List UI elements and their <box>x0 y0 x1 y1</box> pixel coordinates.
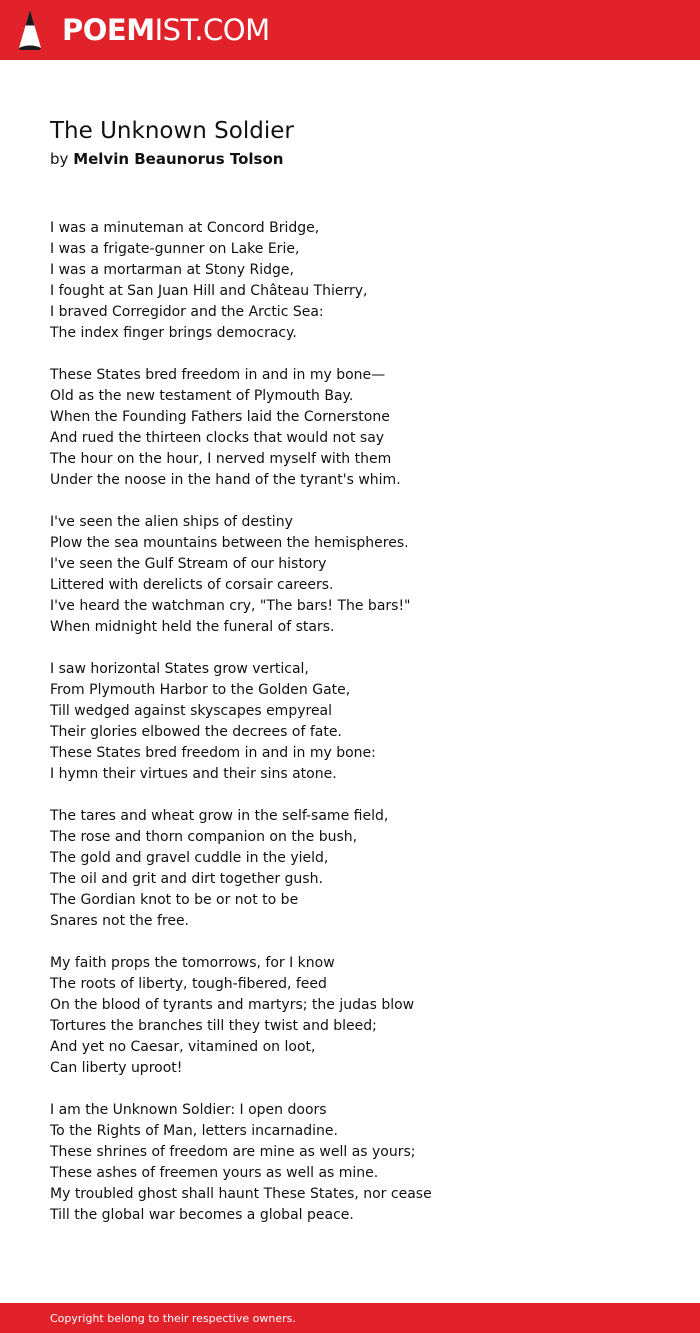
poem-line: The index finger brings democracy. <box>50 325 297 341</box>
poem-line: These States bred freedom in and in my bone: <box>50 745 376 761</box>
poem-line: My faith props the tomorrows, for I know <box>50 955 335 971</box>
poem-line: Snares not the free. <box>50 913 190 929</box>
by-label: by <box>50 150 69 168</box>
poem-line: Plow the sea mountains between the hemispheres. <box>50 535 409 551</box>
poem-line: On the blood of tyrants and martyrs; the judas blow <box>50 997 415 1013</box>
stanza <box>50 512 670 638</box>
poem-line: The rose and thorn companion on the bush, <box>50 829 358 845</box>
poem-line: Can liberty uproot! <box>50 1060 183 1076</box>
site-footer <box>0 1303 700 1333</box>
author-name: Melvin Beaunorus Tolson <box>73 150 284 168</box>
poem-title: The Unknown Soldier <box>50 118 294 144</box>
poem-line: The gold and gravel cuddle in the yield, <box>50 850 329 866</box>
byline <box>50 148 283 170</box>
poem-line: Till wedged against skyscapes empyreal <box>50 703 333 719</box>
poem-line: Old as the new testament of Plymouth Bay. <box>50 388 354 404</box>
stanza <box>50 218 670 344</box>
poem-line: Till the global war becomes a global peace. <box>50 1207 354 1223</box>
poem-line: The roots of liberty, tough-fibered, feed <box>50 976 327 992</box>
poem-line: These ashes of freemen yours as well as mine. <box>50 1165 379 1181</box>
poem-line: And rued the thirteen clocks that would not say <box>50 430 385 446</box>
poem-line: I've seen the alien ships of destiny <box>50 514 293 530</box>
poem-line: When the Founding Fathers laid the Cornerstone <box>50 409 390 425</box>
poem-line: Their glories elbowed the decrees of fate. <box>50 724 342 740</box>
poem-line: The tares and wheat grow in the self-same field, <box>50 808 389 824</box>
logo-text-bold: POEM <box>62 13 155 47</box>
poem-line: I fought at San Juan Hill and Château Thierry, <box>50 283 368 299</box>
poem-line: I saw horizontal States grow vertical, <box>50 661 309 677</box>
stanza <box>50 659 670 785</box>
poem-line: From Plymouth Harbor to the Golden Gate, <box>50 682 351 698</box>
poem-line: I was a minuteman at Concord Bridge, <box>50 220 320 236</box>
poem-body <box>50 218 670 1247</box>
poem-line: When midnight held the funeral of stars. <box>50 619 335 635</box>
poem-line: I've heard the watchman cry, "The bars! The bars!" <box>50 598 411 614</box>
poem-line: These shrines of freedom are mine as well as yours; <box>50 1144 416 1160</box>
poem-line: These States bred freedom in and in my bone— <box>50 367 386 383</box>
logo-text-light: IST.COM <box>154 13 270 47</box>
stanza <box>50 365 670 491</box>
site-logo[interactable] <box>62 12 270 48</box>
poem-line: My troubled ghost shall haunt These States, nor cease <box>50 1186 432 1202</box>
poem-line: Tortures the branches till they twist and bleed; <box>50 1018 377 1034</box>
poem-line: I braved Corregidor and the Arctic Sea: <box>50 304 324 320</box>
stanza <box>50 806 670 932</box>
poem-line: I was a frigate-gunner on Lake Erie, <box>50 241 300 257</box>
stanza <box>50 953 670 1079</box>
pencil-tip-icon[interactable] <box>18 9 42 51</box>
poem-line: And yet no Caesar, vitamined on loot, <box>50 1039 316 1055</box>
copyright-text: Copyright belong to their respective owners. <box>50 1312 296 1325</box>
poem-line: I was a mortarman at Stony Ridge, <box>50 262 294 278</box>
poem-line: The oil and grit and dirt together gush. <box>50 871 323 887</box>
poem-line: The hour on the hour, I nerved myself with them <box>50 451 392 467</box>
poem-line: The Gordian knot to be or not to be <box>50 892 299 908</box>
poem-line: Under the noose in the hand of the tyrant's whim. <box>50 472 401 488</box>
site-header <box>0 0 700 60</box>
stanza <box>50 1100 670 1226</box>
poem-line: Littered with derelicts of corsair careers. <box>50 577 334 593</box>
poem-line: I am the Unknown Soldier: I open doors <box>50 1102 327 1118</box>
poem-line: I've seen the Gulf Stream of our history <box>50 556 327 572</box>
poem-line: To the Rights of Man, letters incarnadine. <box>50 1123 338 1139</box>
poem-line: I hymn their virtues and their sins atone. <box>50 766 337 782</box>
